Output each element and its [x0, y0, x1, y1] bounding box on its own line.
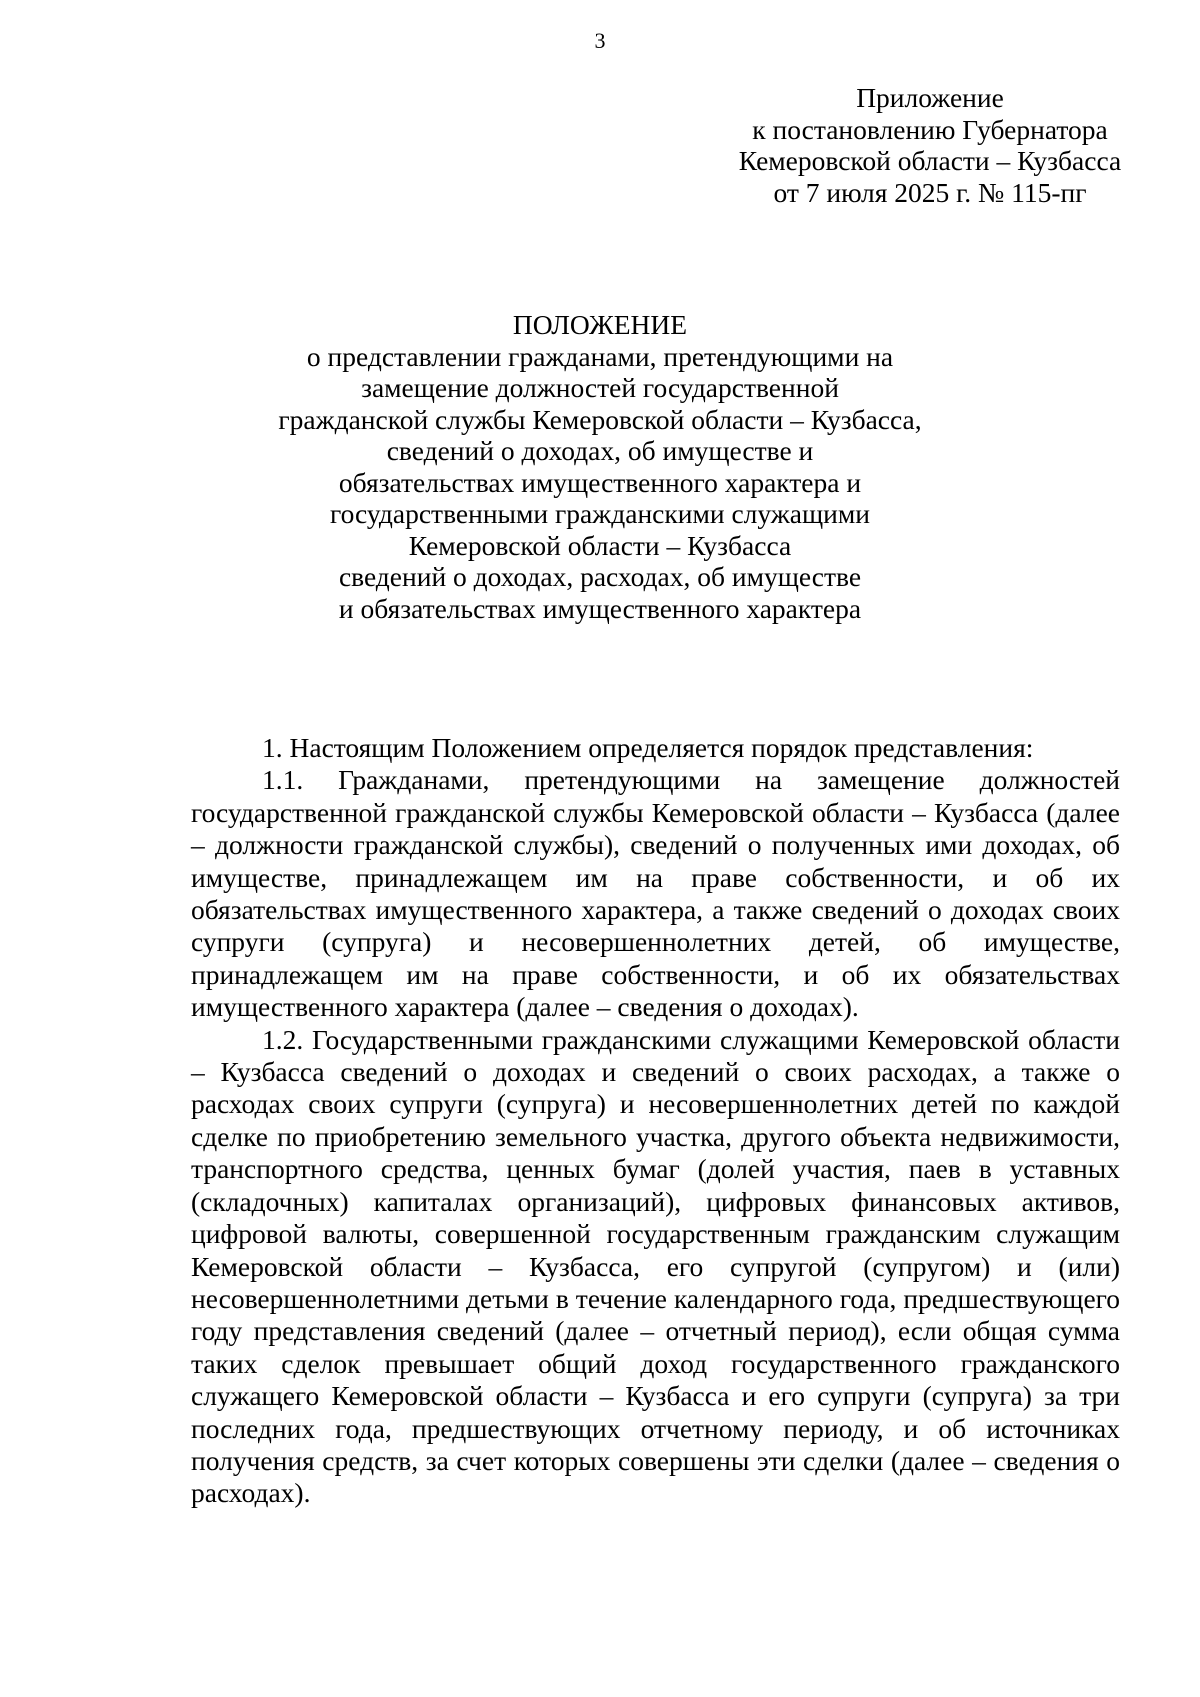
title-line: замещение должностей государственной	[361, 372, 839, 403]
title-line: сведений о доходах, об имуществе и	[386, 435, 814, 466]
title-line: и обязательствах имущественного характера	[338, 592, 862, 624]
title-line: обязательствах имущественного характера и	[338, 466, 862, 498]
title-line: сведений о доходах, расходах, об имуществе	[338, 561, 862, 592]
appendix-line: к постановлению Губернатора	[752, 113, 1108, 145]
title-line: гражданской службы Кемеровской области – Кузбасса,	[278, 403, 922, 435]
appendix-line: от 7 июля 2025 г. № 115-пг	[773, 176, 1087, 208]
body-text	[191, 732, 1120, 1510]
paragraph-1-2: 1.2. Государственными гражданскими служащими Кемеровской области – Кузбасса сведений о доходах и сведений о своих расходах, а также о расходах своих супруги (супруга) и несовершеннолетних детей по каждой сделке по приобретению земельного участка, другого объекта недвижимости, транспортного средства, ценных бумаг (долей участия, паев в уставных (складочных) капиталах организаций), цифровых финансовых активов, цифровой валюты, совершенной государственным гражданским служащим Кемеровской области – Кузбасса, его супругой (супругом) и (или) несовершеннолетними детьми в течение календарного года, предшествующего году представления сведений (далее – отчетный период), если общая сумма таких сделок превышает общий доход государственного гражданского служащего Кемеровской области – Кузбасса и его супруги (супруга) за три последних года, предшествующих отчетному периоду, и об источниках получения средств, за счет которых совершены эти сделки (далее – сведения о расходах).	[191, 1023, 1120, 1509]
document-title	[250, 309, 950, 624]
title-line: государственными гражданскими служащими	[330, 498, 870, 529]
title-heading: ПОЛОЖЕНИЕ	[512, 309, 688, 340]
paragraph-1: 1. Настоящим Положением определяется порядок представления:	[262, 732, 1034, 763]
appendix-line: Кемеровской области – Кузбасса	[738, 145, 1122, 176]
appendix-line: Приложение	[856, 82, 1004, 113]
appendix-block	[690, 82, 1170, 208]
title-line: о представлении гражданами, претендующими на	[306, 340, 894, 372]
paragraph-1-1: 1.1. Гражданами, претендующими на замещение должностей государственной гражданской службы Кемеровской области – Кузбасса (далее – должности гражданской службы), сведений о полученных ими доходах, об имуществе, принадлежащем им на праве собственности, и об их обязательствах имущественного характера, а также сведений о доходах своих супруги (супруга) и несовершеннолетних детей, об имуществе, принадлежащем им на праве собственности, и об их обязательствах имущественного характера (далее – сведения о доходах).	[191, 764, 1120, 1023]
page-number: 3	[594, 28, 606, 53]
title-line: Кемеровской области – Кузбасса	[408, 529, 792, 561]
